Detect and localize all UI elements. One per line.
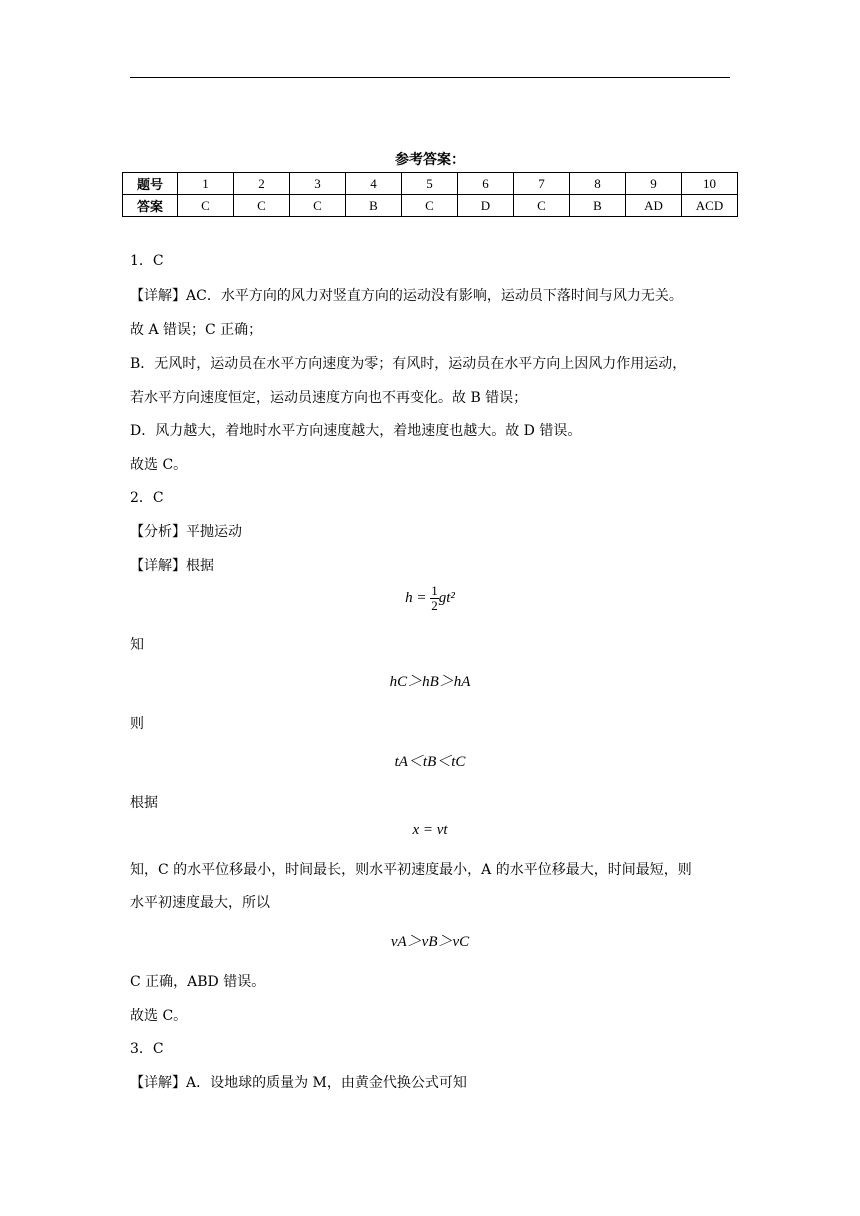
answer-cell: C — [178, 195, 234, 217]
question-number: 2 — [234, 173, 290, 195]
answer-cell: C — [290, 195, 346, 217]
q2-heading: 2．C — [130, 490, 164, 506]
q1-paragraph: D．风力越大，着地时水平方向速度越大，着地速度也越大。故 D 错误。 — [130, 423, 582, 439]
fraction — [430, 584, 439, 613]
q2-paragraph: 水平初速度最大，所以 — [130, 895, 270, 911]
answer-cell: B — [346, 195, 402, 217]
question-number: 10 — [682, 173, 738, 195]
q2-detail: 【详解】根据 — [130, 558, 214, 574]
equation-h-formula — [0, 584, 860, 613]
question-number: 3 — [290, 173, 346, 195]
q2-text: 则 — [130, 716, 144, 732]
answer-cell: ACD — [682, 195, 738, 217]
answer-cell: C — [234, 195, 290, 217]
q1-heading: 1．C — [130, 253, 164, 269]
header-rule — [130, 77, 730, 78]
q2-paragraph: 知，C 的水平位移最小，时间最长，则水平初速度最小，A 的水平位移最大，时间最短，则 — [130, 862, 692, 878]
answer-row-header: 答案 — [123, 195, 178, 217]
fraction-numerator: 1 — [431, 583, 438, 598]
answer-cell: C — [514, 195, 570, 217]
answer-cell: B — [570, 195, 626, 217]
q1-paragraph: B．无风时，运动员在水平方向速度为零；有风时，运动员在水平方向上因风力作用运动， — [130, 356, 687, 372]
answer-row — [123, 195, 738, 217]
answer-table — [122, 172, 738, 217]
fraction-denominator: 2 — [431, 598, 438, 613]
equation-h-inequality: hC＞hB＞hA — [389, 674, 471, 690]
q2-text: 根据 — [130, 795, 158, 811]
answer-key-title: 参考答案： — [395, 152, 465, 168]
q1-paragraph: 故 A 错误；C 正确； — [130, 322, 263, 338]
question-number: 1 — [178, 173, 234, 195]
answer-cell: D — [458, 195, 514, 217]
question-number: 7 — [514, 173, 570, 195]
question-number: 5 — [402, 173, 458, 195]
q2-paragraph: 故选 C。 — [130, 1008, 188, 1024]
equation-lhs: h = — [405, 589, 431, 606]
equation-x-vt: x = vt — [412, 822, 448, 838]
q3-paragraph: 【详解】A．设地球的质量为 M，由黄金代换公式可知 — [130, 1075, 467, 1091]
question-row — [123, 173, 738, 195]
equation-v-inequality: vA＞vB＞vC — [390, 934, 470, 950]
q1-paragraph: 【详解】AC．水平方向的风力对竖直方向的运动没有影响，运动员下落时间与风力无关。 — [130, 288, 683, 304]
q1-paragraph: 若水平方向速度恒定，运动员速度方向也不再变化。故 B 错误； — [130, 390, 528, 406]
answer-cell: C — [402, 195, 458, 217]
q2-paragraph: C 正确，ABD 错误。 — [130, 974, 266, 990]
q1-paragraph: 故选 C。 — [130, 457, 188, 473]
question-number: 8 — [570, 173, 626, 195]
question-row-header: 题号 — [123, 173, 178, 195]
q2-analysis: 【分析】平抛运动 — [130, 524, 242, 540]
equation-rhs: gt² — [438, 589, 455, 606]
question-number: 4 — [346, 173, 402, 195]
q2-text: 知 — [130, 637, 144, 653]
q3-heading: 3．C — [130, 1041, 164, 1057]
question-number: 6 — [458, 173, 514, 195]
equation-t-inequality: tA＜tB＜tC — [394, 754, 466, 770]
answer-cell: AD — [626, 195, 682, 217]
question-number: 9 — [626, 173, 682, 195]
